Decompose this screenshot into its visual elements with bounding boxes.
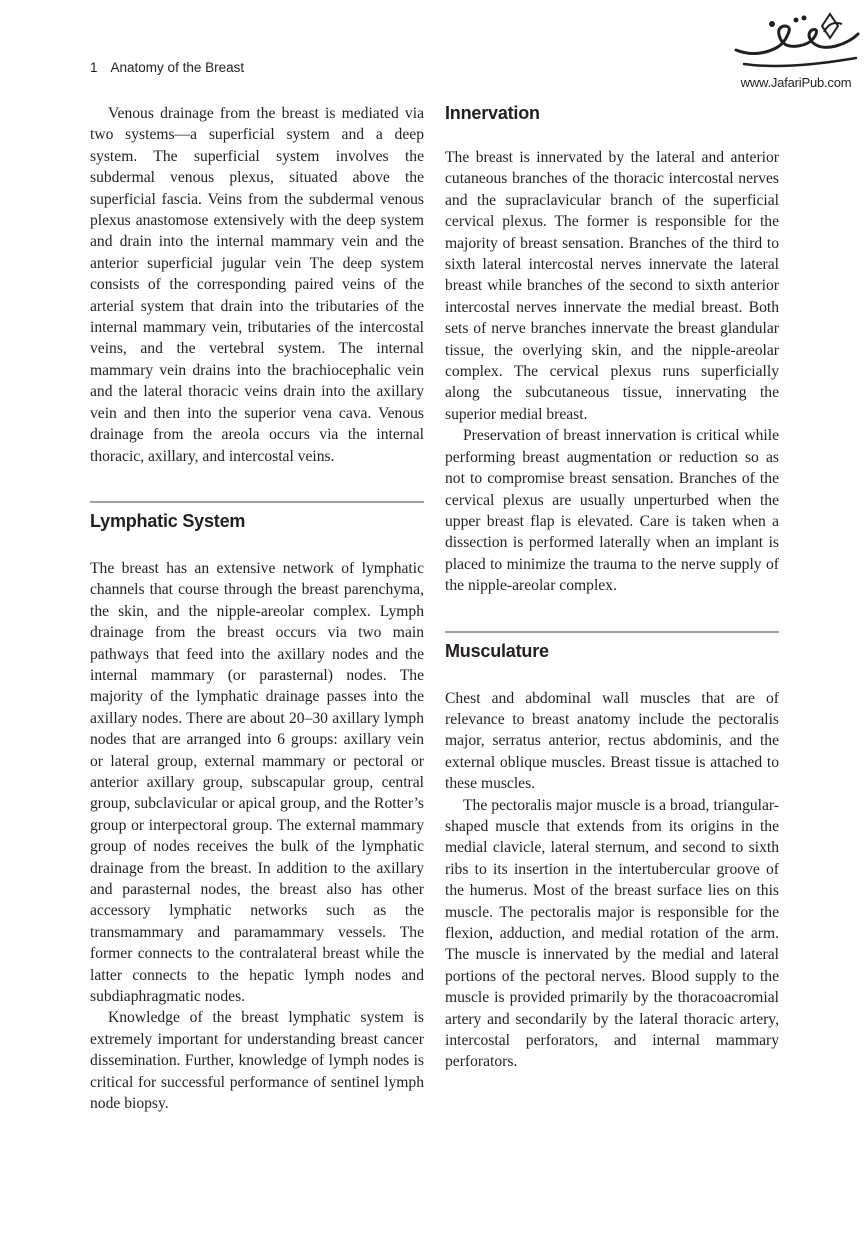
musculature-heading: Musculature xyxy=(445,640,549,661)
musculature-paragraph-2: The pectoralis major muscle is a broad, triangular-shaped muscle that extends from its origins in the medial clavicle, lateral sternum, and second to sixth ribs to its insertion in the intertubercular groove of the humerus. Most of the breast surface lies on this muscle. The pectoralis major is responsible for the flexion, adduction, and medial rotation of the arm. The muscle is innervated by the medial and lateral portions of the pectoral nerves. Blood supply to the muscle is provided primarily by the thoracoacromial artery and secondarily by the lateral thoracic artery, intercostal perforators, and internal mammary perforators. xyxy=(445,796,779,1071)
page-number: 1 xyxy=(90,60,98,75)
logo-website: www.JafariPub.com xyxy=(740,75,852,90)
running-head xyxy=(90,60,244,75)
publisher-logo xyxy=(726,4,866,96)
innervation-heading: Innervation xyxy=(445,103,540,123)
innervation-paragraph-1: The breast is innervated by the lateral and anterior cutaneous branches of the thoracic intercostal nerves and the supraclavicular branch of the superficial cervical plexus. The former is responsible for the majority of breast sensation. Branches of the third to sixth lateral intercostal nerves innervate the lateral breast while branches of the second to sixth anterior intercostal nerves innervate the medial breast. Both sets of nerve branches innervate the breast glandular tissue, the overlying skin, and the nipple-areolar complex. The cervical plexus runs superficially along the subcutaneous tissue, innervating the superior medial breast. xyxy=(445,149,779,423)
left-column xyxy=(90,103,424,1114)
venous-drainage-paragraph: Venous drainage from the breast is mediated via two systems—a superficial system and a deep system. The superficial system involves the subdermal venous plexus, situated above the superficial fascia. Veins from the subdermal venous plexus anastomose extensively with the deep system and drain into the internal mammary vein and the anterior superficial jugular vein The deep system consists of the corresponding paired veins of the arterial system that drain into the tributaries of the internal mammary vein, tributaries of the intercostal veins, and the vertebral system. The internal mammary vein drains into the brachiocephalic vein and the lateral thoracic veins drain into the axillary vein and then into the superior vena cava. Venous drainage from the areola occurs via the internal thoracic, axillary, and intercostal veins. xyxy=(90,105,424,465)
lymphatic-system-heading: Lymphatic System xyxy=(90,510,246,531)
musculature-paragraph-1: Chest and abdominal wall muscles that are of relevance to breast anatomy include the pectoralis major, serratus anterior, rectus abdominis, and the external oblique muscles. Breast tissue is attached to these muscles. xyxy=(445,689,779,793)
right-column xyxy=(445,103,779,1073)
calligraphy-logo-icon xyxy=(726,4,866,76)
lymphatic-paragraph-1: The breast has an extensive network of lymphatic channels that course through the breast parenchyma, the skin, and the nipple-areolar complex. Lymph drainage from the breast occurs via two main pathways that feed into the axillary nodes and the internal mammary (or parasternal) nodes. The majority of the lymphatic drainage passes into the axillary nodes. There are about 20–30 axillary lymph nodes that are arranged into 6 groups: axillary vein or lateral group, external mammary or pectoral or anterior axillary group, subscapular group, central group, subclavicular or apical group, and the Rotter’s group or interpectoral group. The external mammary group of nodes receives the bulk of the lymphatic drainage from the breast. In addition to the axillary and parasternal nodes, the breast also has other accessory lymphatic networks such as the transmammary and paramammary vessels. The former connects to the contralateral breast while the latter connects to the hepatic lymph nodes and subdiaphragmatic nodes. xyxy=(90,559,424,1006)
lymphatic-paragraph-2: Knowledge of the breast lymphatic system is extremely important for understanding breast cancer dissemination. Further, knowledge of lymph nodes is critical for successful performance of sentinel lymph node biopsy. xyxy=(90,1009,424,1113)
running-title: Anatomy of the Breast xyxy=(110,60,245,75)
innervation-paragraph-2: Preservation of breast innervation is critical while performing breast augmentation or reduction so as not to compromise breast sensation. Branches of the cervical plexus are usually unperturbed when the upper breast flap is elevated. Care is taken when a dissection is performed laterally when an implant is placed to minimize the trauma to the nerve supply of the nipple-areolar complex. xyxy=(445,427,779,595)
